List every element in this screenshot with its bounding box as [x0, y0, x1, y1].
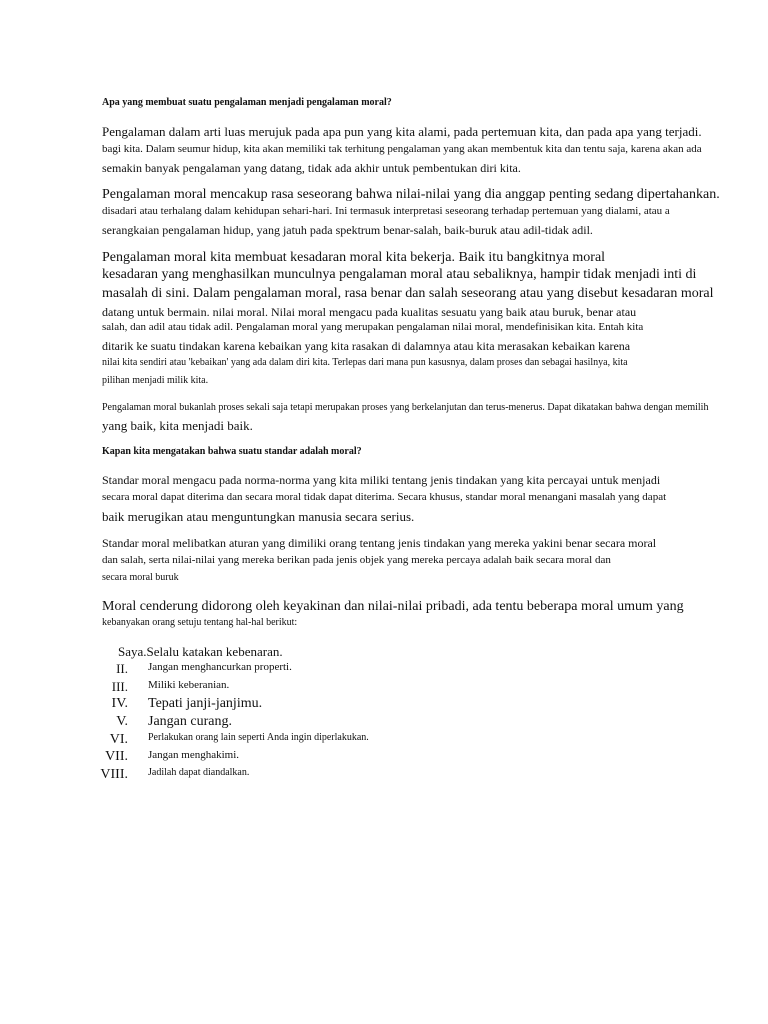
list-number-4: IV. [111, 696, 128, 711]
paragraph-7-line-2: kebanyakan orang setuju tentang hal-hal berikut: [102, 617, 298, 628]
paragraph-2-line-3: serangkaian pengalaman hidup, yang jatuh pada spektrum benar-salah, baik-buruk atau adil-tidak adil. [102, 223, 593, 237]
list-item-4: Tepati janji-janjimu. [148, 696, 263, 711]
paragraph-3-line-7: nilai kita sendiri atau 'kebaikan' yang ada dalam diri kita. Terlepas dari mana pun kasusnya, dalam proses dan sebagai hasilnya, kita [102, 357, 628, 368]
paragraph-3-line-6: ditarik ke suatu tindakan karena kebaikan yang kita rasakan di dalamnya atau kita merasakan kebaikan karena [102, 339, 631, 353]
paragraph-1-line-3: semakin banyak pengalaman yang datang, tidak ada akhir untuk pembentukan diri kita. [102, 161, 521, 175]
paragraph-3-line-4: datang untuk bermain. nilai moral. Nilai moral mengacu pada kualitas sesuatu yang baik atau buruk, benar atau [102, 305, 637, 319]
paragraph-2-line-1: Pengalaman moral mencakup rasa seseorang bahwa nilai-nilai yang dia anggap penting sedang dipertahankan. [102, 187, 720, 202]
list-item-8: Jadilah dapat diandalkan. [148, 767, 250, 778]
paragraph-2-line-2: disadari atau terhalang dalam kehidupan sehari-hari. Ini termasuk interpretasi seseorang terhadap pertemuan yang dialami, atau a [102, 205, 670, 217]
list-number-3: III. [111, 679, 128, 694]
list-item-2: Jangan menghancurkan properti. [148, 661, 292, 673]
paragraph-3-line-8: pilihan menjadi milik kita. [102, 375, 209, 386]
paragraph-5-line-2: secara moral dapat diterima dan secara moral tidak dapat diterima. Secara khusus, standar moral menangani masalah yang dapat [102, 491, 667, 503]
list-item-7: Jangan menghakimi. [148, 749, 240, 761]
paragraph-6-line-3: secara moral buruk [102, 572, 179, 583]
paragraph-6-line-1: Standar moral melibatkan aturan yang dimiliki orang tentang jenis tindakan yang mereka yakini benar secara moral [102, 536, 657, 550]
paragraph-5-line-1: Standar moral mengacu pada norma-norma yang kita miliki tentang jenis tindakan yang kita percayai untuk menjadi [102, 473, 661, 487]
paragraph-4-line-1: Pengalaman moral bukanlah proses sekali saja tetapi merupakan proses yang berkelanjutan dan terus-menerus. Dapat dikatakan bahwa dengan memilih [102, 402, 709, 413]
list-number-7: VII. [105, 749, 128, 764]
paragraph-6-line-2: dan salah, serta nilai-nilai yang mereka berikan pada jenis objek yang mereka percaya adalah baik secara moral dan [102, 554, 611, 566]
list-number-8: VIII. [100, 767, 128, 782]
heading-moral-standard: Kapan kita mengatakan bahwa suatu standar adalah moral? [102, 446, 362, 457]
list-item-6: Perlakukan orang lain seperti Anda ingin diperlakukan. [148, 732, 369, 743]
heading-moral-experience: Apa yang membuat suatu pengalaman menjadi pengalaman moral? [102, 97, 392, 108]
list-number-5: V. [116, 714, 128, 729]
paragraph-3-line-1: Pengalaman moral kita membuat kesadaran moral kita bekerja. Baik itu bangkitnya moral [102, 250, 606, 265]
list-number-2: II. [116, 661, 128, 676]
paragraph-1-line-2: bagi kita. Dalam seumur hidup, kita akan memiliki tak terhitung pengalaman yang akan membentuk kita dan tentu saja, karena akan ada [102, 143, 702, 155]
list-item-5: Jangan curang. [148, 714, 232, 729]
paragraph-5-line-3: baik merugikan atau menguntungkan manusia secara serius. [102, 509, 415, 524]
paragraph-3-line-2: kesadaran yang menghasilkan munculnya pengalaman moral atau sebaliknya, hampir tidak menjadi inti di [102, 267, 697, 282]
list-number-6: VI. [109, 732, 128, 747]
paragraph-7-line-1: Moral cenderung didorong oleh keyakinan dan nilai-nilai pribadi, ada tentu beberapa moral umum yang [102, 599, 684, 614]
paragraph-1-line-1: Pengalaman dalam arti luas merujuk pada apa pun yang kita alami, pada pertemuan kita, dan pada apa yang terjadi. [102, 124, 702, 139]
paragraph-4-line-2: yang baik, kita menjadi baik. [102, 418, 253, 433]
paragraph-3-line-3: masalah di sini. Dalam pengalaman moral, rasa benar dan salah seseorang atau yang disebut kesadaran moral [102, 286, 714, 301]
paragraph-3-line-5: salah, dan adil atau tidak adil. Pengalaman moral yang merupakan pengalaman nilai moral, mendefinisikan kita. Entah kita [102, 321, 644, 333]
list-item-1: Saya.Selalu katakan kebenaran. [118, 644, 283, 659]
list-item-3: Miliki keberanian. [148, 679, 230, 691]
